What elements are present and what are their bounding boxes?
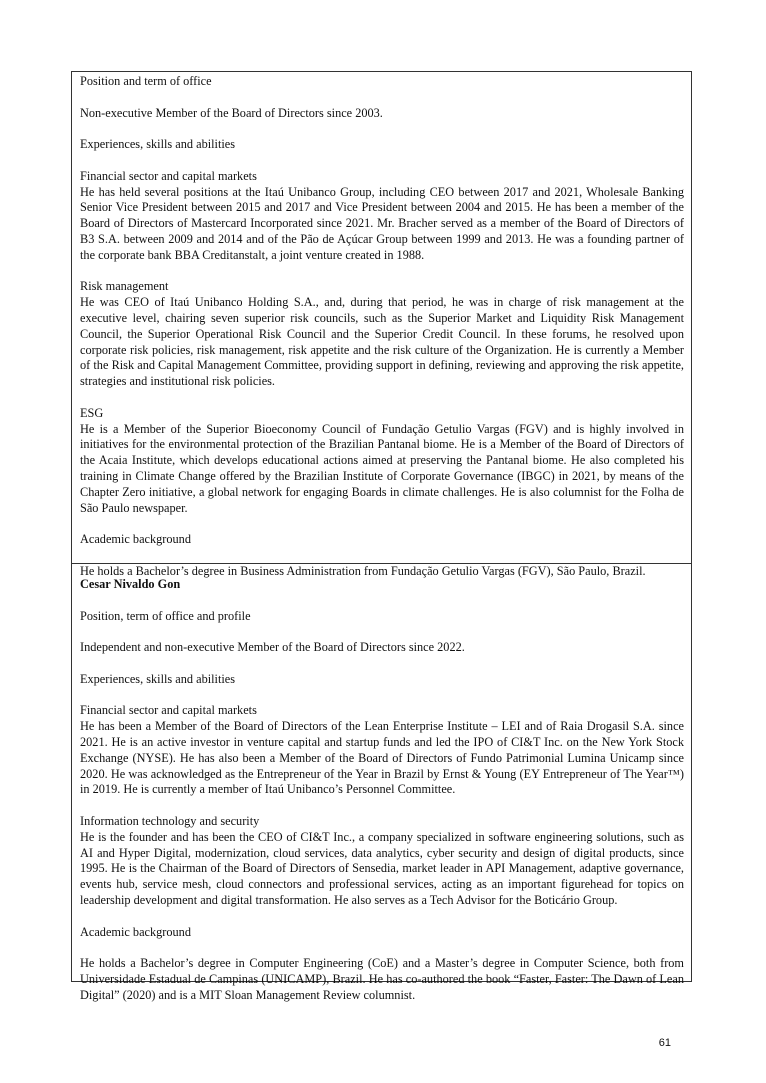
academic-text: He holds a Bachelor’s degree in Business Administration from Fundação Getulio Vargas (FGV), São Paulo, Brazil. xyxy=(80,563,646,578)
experiences-heading: Experiences, skills and abilities xyxy=(80,137,236,152)
profile-cell-gon xyxy=(72,563,691,1002)
esg-heading: ESG xyxy=(80,405,104,420)
position-text: Independent and non-executive Member of the Board of Directors since 2022. xyxy=(80,640,465,655)
experiences-heading: Experiences, skills and abilities xyxy=(80,671,236,686)
financial-text: He has held several positions at the Itaú Unibanco Group, including CEO between 2017 and 2021, Wholesale Banking Senior Vice President between 2015 and 2017 and Vice President between 2004 and 2015. He has been a member of the Board of Directors of Mastercard Incorporated since 2021. Mr. Bracher served as a member of the Board of Directors of B3 S.A. between 2009 and 2014 and of the Pão de Açúcar Group between 1999 and 2013. He was a founding partner of the corporate bank BBA Creditanstalt, a joint venture created in 1988. xyxy=(80,184,684,262)
it-heading: Information technology and security xyxy=(80,813,260,828)
position-heading: Position and term of office xyxy=(80,74,212,88)
it-text: He is the founder and has been the CEO of CI&T Inc., a company specialized in software engineering solutions, such as AI and Hyper Digital, modernization, cloud services, data analytics, cyber security and design of digital products, since 1995. He is the Chairman of the Board of Directors of Sensedia, market leader in API Management, adaptive governance, events hub, service mesh, cloud connectors and professional services, acting as an important figurehead for topics on leadership development and digital transformation. He also serves as a Tech Advisor for the Boticário Group. xyxy=(80,829,684,907)
position-text: Non-executive Member of the Board of Directors since 2003. xyxy=(80,105,383,120)
academic-heading: Academic background xyxy=(80,532,191,547)
financial-heading: Financial sector and capital markets xyxy=(80,168,257,183)
financial-heading: Financial sector and capital markets xyxy=(80,703,257,718)
board-profile-table xyxy=(71,71,692,1002)
position-heading: Position, term of office and profile xyxy=(80,608,251,623)
academic-heading: Academic background xyxy=(80,924,191,939)
financial-text: He has been a Member of the Board of Directors of the Lean Enterprise Institute – LEI and of Raia Drogasil S.A. since 2021. He is an active investor in venture capital and startup funds and led the IPO of CI&T Inc. on the New York Stock Exchange (NYSE). He has also been a Member of the Board of Directors of Fundo Patrimonial Lumina Unicamp since 2020. He was acknowledged as the Entrepreneur of the Year in Brazil by Ernst & Young (EY Entrepreneur of The Year™) in 2019. He is currently a member of Itaú Unibanco’s Personnel Committee. xyxy=(80,719,684,797)
risk-heading: Risk management xyxy=(80,279,169,294)
page-number: 61 xyxy=(658,1037,671,1049)
risk-text: He was CEO of Itaú Unibanco Holding S.A., and, during that period, he was in charge of risk management at the executive level, chairing seven superior risk councils, such as the Superior Market and Liquidity Risk Management Council, the Superior Operational Risk Council and the Superior Credit Council. In these forums, he resolved upon corporate risk policies, risk management, risk appetite and the risk culture of the Organization. He is currently a Member of the Risk and Capital Management Committee, providing support in defining, reviewing and approving the risk appetite, strategies and institutional risk policies. xyxy=(80,295,684,389)
academic-text: He holds a Bachelor’s degree in Computer Engineering (CoE) and a Master’s degree in Computer Science, both from Universidade Estadual de Campinas (UNICAMP), Brazil. He has co-authored the book “Faster, Faster: The Dawn of Lean Digital” (2020) and is a MIT Sloan Management Review columnist. xyxy=(80,956,684,1002)
member-name: Cesar Nivaldo Gon xyxy=(80,577,181,591)
profile-cell-bracher xyxy=(72,72,691,578)
esg-text: He is a Member of the Superior Bioeconomy Council of Fundação Getulio Vargas (FGV) and is highly involved in initiatives for the environmental protection of the Brazilian Pantanal biome. He is a Member of the Board of Directors of the Acaia Institute, which develops educational actions aimed at preserving the Pantanal biome. He also completed his training in Climate Change offered by the Brazilian Institute of Corporate Governance (IBGC) in 2021, by means of the Chapter Zero initiative, a global network for engaging Boards in climate challenges. He is also columnist for the Folha de São Paulo newspaper. xyxy=(80,421,684,515)
